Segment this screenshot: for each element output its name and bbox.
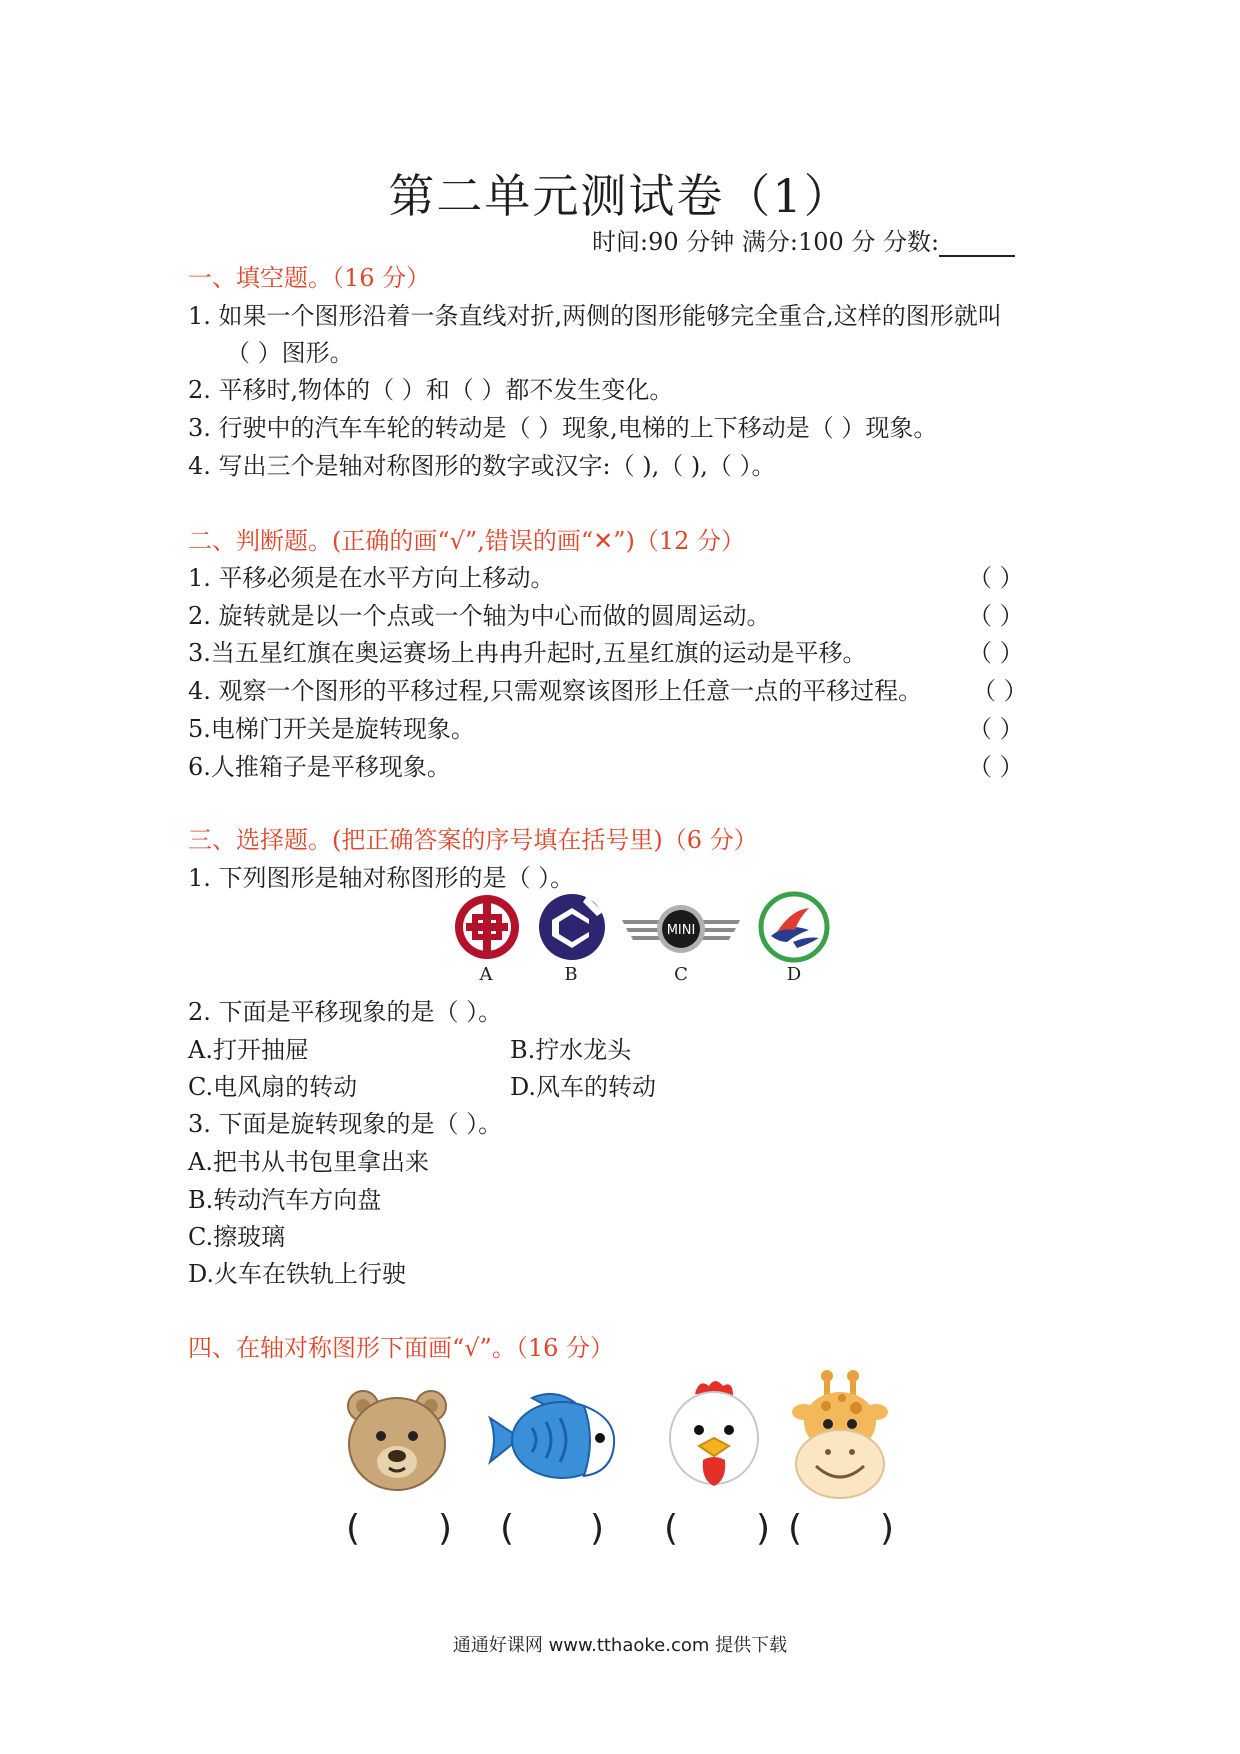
s3-q3: 3. 下面是旋转现象的是（ ）。 xyxy=(188,1110,503,1138)
logo-label-d: D xyxy=(786,964,802,985)
section-3-heading: 三、选择题。(把正确答案的序号填在括号里)（6 分） xyxy=(188,826,758,854)
answer-paren-close: ) xyxy=(590,1508,605,1549)
s2-answer-paren: （ ） xyxy=(968,602,1024,630)
answer-paren-close: ) xyxy=(438,1508,453,1549)
exam-meta xyxy=(592,222,1015,257)
chicken-icon xyxy=(665,1376,763,1504)
answer-paren-open: ( xyxy=(788,1508,803,1549)
s1-q1-line1: 1. 如果一个图形沿着一条直线对折,两侧的图形能够完全重合,这样的图形就叫 xyxy=(188,302,1002,330)
footer-credit: 通通好课网 www.tthaoke.com 提供下载 xyxy=(452,1635,788,1656)
bird-logo-icon xyxy=(757,890,831,964)
s3-q1: 1. 下列图形是轴对称图形的是（ ）。 xyxy=(188,864,575,892)
icbc-logo-icon xyxy=(452,892,522,962)
mini-logo-icon xyxy=(620,898,742,960)
fish-icon xyxy=(484,1388,620,1492)
answer-paren-close: ) xyxy=(756,1508,771,1549)
s1-q1-line2: （ ）图形。 xyxy=(226,339,354,367)
page-title: 第二单元测试卷（1） xyxy=(388,169,852,223)
s2-answer-paren: （ ） xyxy=(968,715,1024,743)
exam-meta-text: 时间:90 分钟 满分:100 分 分数: xyxy=(592,228,940,256)
s3-q2-option-c: C.电风扇的转动 xyxy=(188,1073,358,1101)
logo-label-a: A xyxy=(479,964,493,985)
s1-q2: 2. 平移时,物体的（ ）和（ ）都不发生变化。 xyxy=(188,376,674,404)
answer-paren-close: ) xyxy=(880,1508,895,1549)
s2-item: 6.人推箱子是平移现象。 xyxy=(188,753,451,781)
s1-q4: 4. 写出三个是轴对称图形的数字或汉字:（ ),（ ),（ ）。 xyxy=(188,452,776,480)
s2-answer-paren: （ ） xyxy=(968,753,1024,781)
s2-item: 3.当五星红旗在奥运赛场上冉冉升起时,五星红旗的运动是平移。 xyxy=(188,639,867,667)
giraffe-icon xyxy=(790,1368,890,1504)
s3-q3-option-b: B.转动汽车方向盘 xyxy=(188,1186,382,1214)
s3-q2-option-d: D.风车的转动 xyxy=(510,1073,657,1101)
logo-label-b: B xyxy=(564,964,578,985)
s3-q2: 2. 下面是平移现象的是（ ）。 xyxy=(188,998,503,1026)
s3-q3-option-c: C.擦玻璃 xyxy=(188,1223,286,1251)
s3-q2-option-a: A.打开抽屉 xyxy=(188,1036,309,1064)
logo-label-c: C xyxy=(674,964,688,985)
answer-paren-open: ( xyxy=(346,1508,361,1549)
s3-q3-option-a: A.把书从书包里拿出来 xyxy=(188,1148,429,1176)
s3-q2-option-b: B.拧水龙头 xyxy=(510,1036,632,1064)
section-2-heading: 二、判断题。(正确的画“√”,错误的画“✕”)（12 分） xyxy=(188,527,746,555)
s2-item: 2. 旋转就是以一个点或一个轴为中心而做的圆周运动。 xyxy=(188,602,771,630)
s3-q3-option-d: D.火车在铁轨上行驶 xyxy=(188,1260,407,1288)
s1-q3: 3. 行驶中的汽车车轮的转动是（ ）现象,电梯的上下移动是（ ）现象。 xyxy=(188,414,938,442)
s2-answer-paren: （ ） xyxy=(972,677,1028,705)
section-4-heading: 四、在轴对称图形下面画“√”。（16 分） xyxy=(188,1334,614,1362)
ccb-logo-icon xyxy=(537,890,607,962)
svg-text:MINI: MINI xyxy=(666,923,696,938)
answer-paren-open: ( xyxy=(500,1508,515,1549)
s2-item: 4. 观察一个图形的平移过程,只需观察该图形上任意一点的平移过程。 xyxy=(188,677,923,705)
answer-paren-open: ( xyxy=(664,1508,679,1549)
s2-answer-paren: （ ） xyxy=(968,639,1024,667)
s2-item: 5.电梯门开关是旋转现象。 xyxy=(188,715,475,743)
bear-icon xyxy=(345,1386,449,1494)
s2-answer-paren: （ ） xyxy=(968,564,1024,592)
section-1-heading: 一、填空题。（16 分） xyxy=(188,264,431,292)
score-blank xyxy=(939,233,1015,257)
s2-item: 1. 平移必须是在水平方向上移动。 xyxy=(188,564,555,592)
